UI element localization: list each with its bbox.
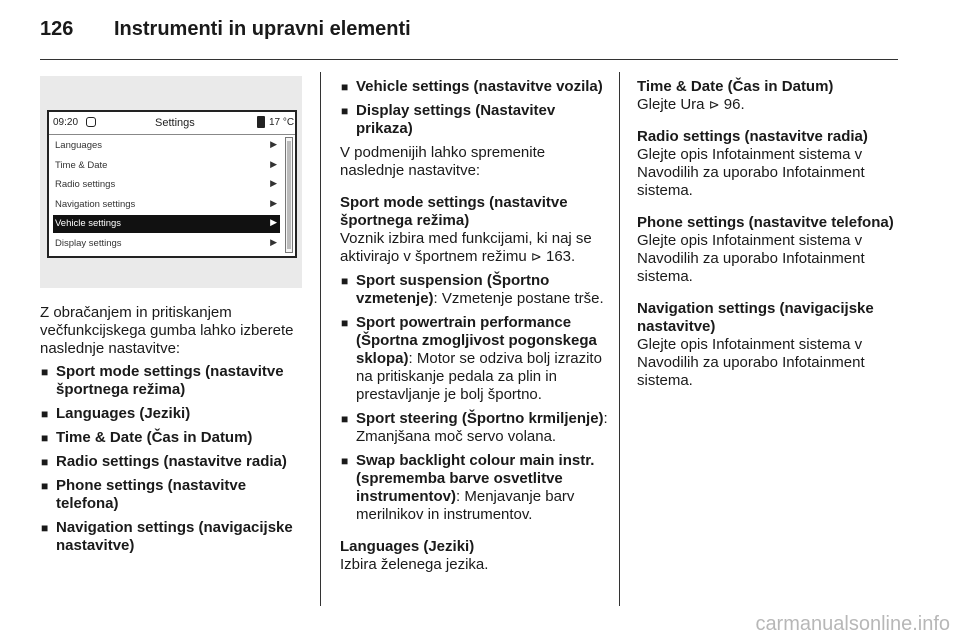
menu-item	[53, 157, 280, 175]
list-item-text: : Vzmetenje postane trše.	[433, 290, 604, 307]
list-item	[40, 477, 308, 513]
list-item	[340, 102, 608, 138]
languages-heading: Languages (Jeziki)	[340, 538, 475, 555]
list-item	[40, 405, 308, 423]
bullet-icon: ■	[41, 365, 49, 379]
menu-item	[53, 137, 280, 155]
radio-text: Glejte opis Infotainment sistema v Navodilih za uporabo Infotainment sistema.	[637, 146, 865, 199]
phone-text: Glejte opis Infotainment sistema v Navodilih za uporabo Infotainment sistema.	[637, 232, 865, 285]
page-number: 126	[40, 18, 74, 40]
list-item-label: Sport powertrain performance (Športna zmogljivost pogonskega sklopa)	[356, 314, 597, 367]
xref-icon: ⊳	[530, 249, 542, 264]
menu-item-label: Vehicle settings	[55, 218, 122, 229]
list-item-label: Sport mode settings (nastavitve športnega režima)	[56, 363, 284, 398]
bullet-icon: ■	[341, 104, 349, 118]
screen-title: Settings	[155, 117, 195, 129]
bullet-icon: ■	[341, 80, 349, 94]
bullet-icon: ■	[341, 412, 349, 426]
status-bar	[49, 112, 295, 135]
chevron-right-icon: ▶	[270, 139, 277, 149]
chevron-right-icon: ▶	[270, 236, 277, 247]
list-item-label: Languages (Jeziki)	[56, 405, 191, 422]
list-item	[340, 314, 608, 404]
list-item-label: Time & Date (Čas in Datum)	[56, 429, 253, 446]
menu-item-label: Navigation settings	[55, 198, 136, 210]
header-divider	[40, 59, 898, 60]
list-item	[340, 272, 608, 308]
menu-item-label: Radio settings	[55, 179, 116, 190]
chevron-right-icon: ▶	[270, 158, 277, 169]
menu-item-selected	[53, 215, 280, 233]
temperature: 17 °C	[269, 117, 295, 128]
list-item-label: Display settings (Nastavitev prikaza)	[356, 102, 556, 137]
sport-text-body: Voznik izbira med funkcijami, ki naj se aktivirajo v športnem režimu	[340, 230, 592, 265]
menu-item	[53, 235, 280, 253]
list-item	[40, 429, 308, 447]
sport-heading: Sport mode settings (nastavitve športnega režima)	[340, 194, 568, 229]
list-item-label: Vehicle settings (nastavitve vozila)	[356, 78, 603, 95]
column-2	[340, 78, 608, 574]
watermark: carmanualsonline.info	[755, 613, 950, 635]
list-item	[340, 78, 608, 96]
menu-item	[53, 196, 280, 214]
bullet-icon: ■	[41, 455, 49, 469]
page-title: Instrumenti in upravni elementi	[114, 18, 411, 40]
display-screen	[47, 110, 297, 258]
sport-text	[340, 230, 608, 266]
bullet-icon: ■	[41, 431, 49, 445]
radio-heading: Radio settings (nastavitve radia)	[637, 128, 868, 145]
menu-item-label: Time & Date	[55, 159, 108, 171]
list-item	[340, 452, 608, 524]
list-item	[40, 519, 308, 555]
time-text-body: Glejte Ura	[637, 96, 705, 113]
bullet-icon: ■	[41, 479, 49, 493]
time-text	[637, 96, 899, 114]
column-divider	[320, 72, 321, 606]
list-item	[40, 453, 308, 471]
sport-options-list	[340, 272, 608, 524]
column-divider	[619, 72, 620, 606]
clock-icon	[86, 117, 96, 127]
list-item-text: : Zmanjšana moč servo volana.	[356, 410, 608, 445]
list-item-label: Swap backlight colour main instr. (sprememba barve osvetlitve instrumentov)	[356, 452, 595, 505]
xref-icon: ⊳	[708, 97, 720, 112]
scrollbar	[285, 137, 293, 253]
settings-list-continued	[340, 78, 608, 138]
time-heading: Time & Date (Čas in Datum)	[637, 78, 834, 95]
status-time: 09:20	[53, 117, 79, 128]
sport-ref: 163.	[545, 248, 576, 265]
bullet-icon: ■	[341, 454, 349, 468]
list-item-label: Phone settings (nastavitve telefona)	[56, 477, 247, 512]
bullet-icon: ■	[341, 316, 349, 330]
menu-item-label: Display settings	[55, 237, 122, 249]
bullet-icon: ■	[41, 407, 49, 421]
scroll-thumb	[287, 141, 291, 249]
languages-text: Izbira želenega jezika.	[340, 556, 489, 573]
submenu-intro: V podmenijih lahko spremenite naslednje nastavitve:	[340, 144, 546, 179]
list-item-text: : Menjavanje barv merilnikov in instrumentov.	[356, 488, 575, 523]
list-item	[340, 410, 608, 446]
settings-list	[40, 363, 308, 555]
menu-item-label: Languages	[55, 140, 103, 151]
list-item-label: Sport steering (Športno krmiljenje)	[356, 410, 604, 427]
chevron-right-icon: ▶	[270, 217, 277, 227]
settings-screen-figure	[40, 76, 302, 288]
column-3	[637, 78, 899, 390]
nav-text: Glejte opis Infotainment sistema v Navodilih za uporabo Infotainment sistema.	[637, 336, 865, 389]
bullet-icon: ■	[341, 274, 349, 288]
time-ref: 96.	[723, 96, 745, 113]
menu-item	[53, 176, 280, 194]
chevron-right-icon: ▶	[270, 178, 277, 188]
nav-heading: Navigation settings (navigacijske nastavitve)	[637, 300, 874, 335]
phone-icon	[257, 116, 265, 128]
list-item	[40, 363, 308, 399]
chevron-right-icon: ▶	[270, 197, 277, 208]
phone-heading: Phone settings (nastavitve telefona)	[637, 214, 894, 231]
list-item-text: : Motor se odziva bolj izrazito na pritiskanje pedala za plin in prestavljanje je bolj športno.	[356, 350, 602, 403]
bullet-icon: ■	[41, 521, 49, 535]
list-item-label: Sport suspension (Športno vzmetenje)	[356, 272, 550, 307]
list-item-label: Navigation settings (navigacijske nastavitve)	[56, 519, 293, 554]
column-1	[40, 304, 308, 555]
intro-paragraph: Z obračanjem in pritiskanjem večfunkcijskega gumba lahko izberete naslednje nastavitve:	[40, 304, 294, 357]
list-item-label: Radio settings (nastavitve radia)	[56, 453, 287, 470]
